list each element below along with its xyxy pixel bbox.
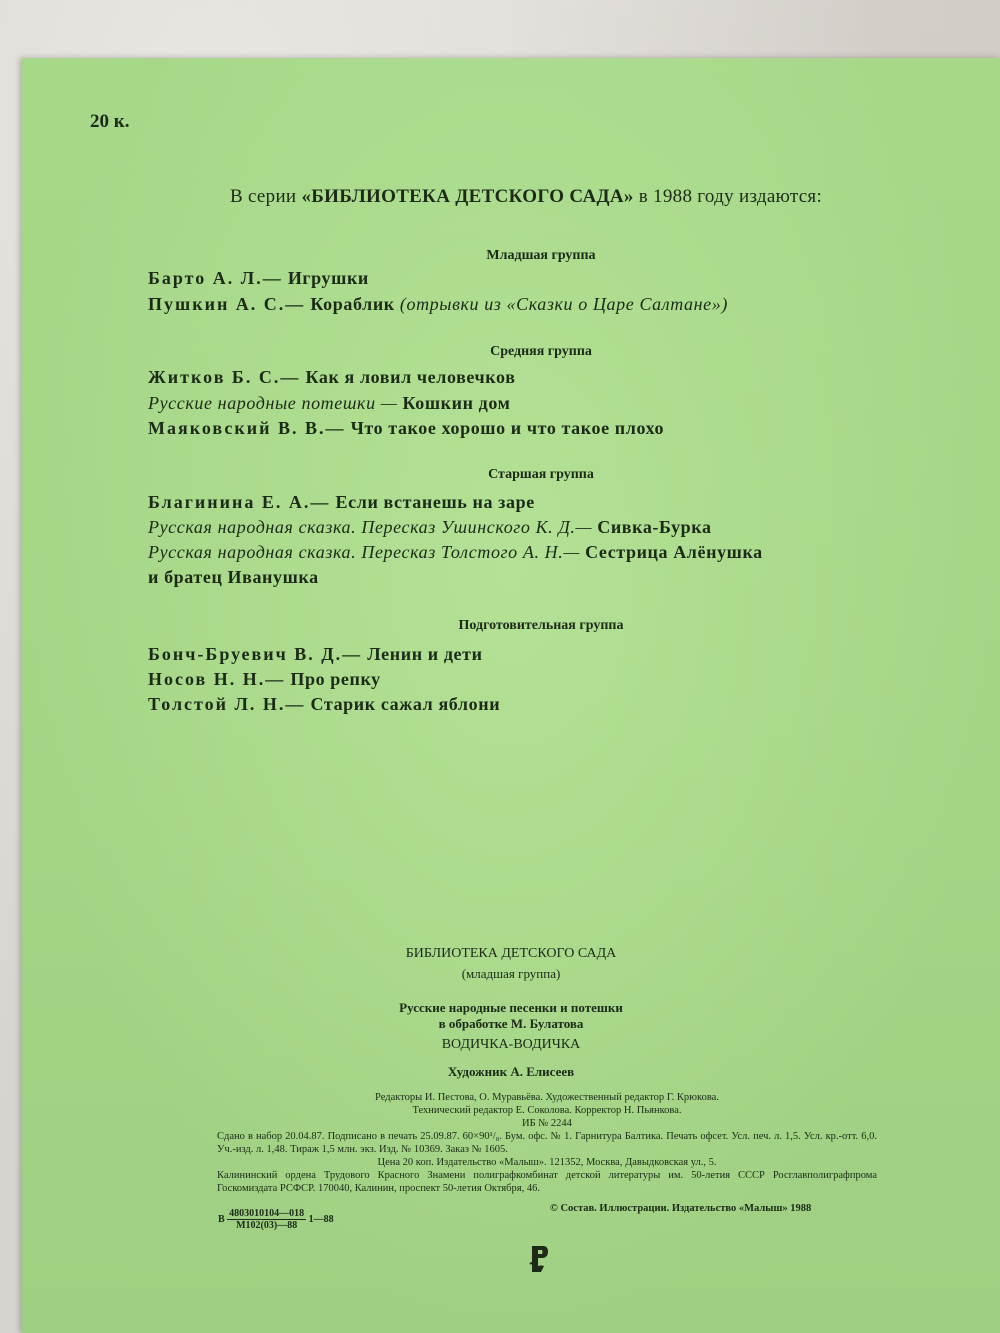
book-item	[148, 268, 369, 289]
imprint-editors-1: Редакторы И. Пестова, О. Муравьёва. Художественный редактор Г. Крюкова.	[375, 1092, 719, 1103]
book-item	[148, 567, 319, 588]
book-item	[148, 517, 712, 538]
book-item	[148, 367, 516, 388]
imprint-ib: ИБ № 2244	[522, 1118, 572, 1129]
book-author: Толстой Л. Н.—	[148, 694, 306, 714]
book-title: Кораблик	[310, 294, 395, 314]
book-title: Кошкин дом	[402, 393, 511, 413]
imprint-title-line1: Русские народные песенки и потешки	[399, 1000, 623, 1015]
code-suffix: 1—88	[308, 1213, 334, 1225]
code-denominator: М102(03)—88	[236, 1220, 298, 1231]
series-suffix: в 1988 году издаются:	[638, 186, 823, 207]
group-title-preparatory: Подготовительная группа	[458, 618, 624, 633]
imprint-editors-2: Технический редактор Е. Соколова. Корректор Н. Пьянкова.	[412, 1105, 682, 1116]
book-item	[148, 294, 728, 315]
book-source: Русская народная сказка. Пересказ Ушинского К. Д.—	[148, 517, 593, 537]
imprint-book-title: ВОДИЧКА-ВОДИЧКА	[441, 1037, 581, 1052]
book-title: и братец Иванушка	[148, 567, 319, 587]
imprint-price-line: Цена 20 коп. Издательство «Малыш». 121352, Москва, Давыдковская ул., 5.	[377, 1157, 717, 1168]
book-item	[148, 542, 763, 563]
book-item	[148, 694, 500, 715]
book-item	[148, 418, 664, 439]
catalog-code	[218, 1208, 334, 1231]
code-prefix: В	[218, 1213, 225, 1225]
group-title-middle: Средняя группа	[490, 344, 592, 359]
book-author: Житков Б. С.—	[148, 367, 301, 387]
group-title-senior: Старшая группа	[488, 467, 594, 482]
book-author: Пушкин А. С.—	[148, 294, 306, 314]
book-source: Русские народные потешки —	[148, 393, 398, 413]
book-note: (отрывки из «Сказки о Царе Салтане»)	[399, 294, 728, 314]
book-author: Бонч-Бруевич В. Д.—	[148, 644, 363, 664]
book-item	[148, 492, 535, 513]
book-item	[148, 393, 511, 414]
copyright-notice: © Состав. Иллюстрации. Издательство «Малыш» 1988	[550, 1203, 812, 1214]
book-author: Благинина Е. А.—	[148, 492, 331, 512]
book-title: Ленин и дети	[367, 644, 483, 664]
series-name: «БИБЛИОТЕКА ДЕТСКОГО САДА»	[301, 186, 634, 207]
book-title: Как я ловил человечков	[305, 367, 516, 387]
book-title: Если встанешь на заре	[335, 492, 535, 512]
book-author: Маяковский В. В.—	[148, 418, 346, 438]
book-title: Игрушки	[287, 268, 369, 288]
price-label: 20 к.	[90, 111, 130, 132]
imprint-artist: Художник А. Елисеев	[447, 1064, 575, 1079]
series-prefix: В серии	[229, 186, 297, 207]
code-numerator: 4803010104—018	[229, 1208, 305, 1219]
series-header	[22, 186, 1000, 208]
book-author: Носов Н. Н.—	[148, 669, 286, 689]
book-title: Сестрица Алёнушка	[585, 542, 763, 562]
imprint-printer: Калининский ордена Трудового Красного Знамени полиграфкомбинат детской литературы им. 50-летия СССР Росглавполиграфпрома Госкомиздата РСФСР. 170040, Калинин, проспект 50-летия Октября, 46.	[217, 1170, 877, 1194]
book-source: Русская народная сказка. Пересказ Толстого А. Н.—	[148, 542, 580, 562]
group-title-junior: Младшая группа	[486, 248, 596, 263]
publisher-logo-icon	[527, 1242, 551, 1274]
book-back-cover	[22, 58, 1000, 1333]
book-author: Барто А. Л.—	[148, 268, 283, 288]
book-title: Что такое хорошо и что такое плохо	[350, 418, 665, 438]
book-item	[148, 669, 381, 690]
book-title: Старик сажал яблони	[310, 694, 501, 714]
imprint-title-line2: в обработке М. Булатова	[438, 1016, 584, 1031]
imprint-group: (младшая группа)	[461, 966, 561, 981]
book-title: Про репку	[290, 669, 381, 689]
code-fraction	[227, 1208, 306, 1231]
book-title: Сивка-Бурка	[597, 517, 712, 537]
imprint-series: БИБЛИОТЕКА ДЕТСКОГО САДА	[405, 946, 617, 961]
book-item	[148, 644, 483, 665]
imprint-details: Сдано в набор 20.04.87. Подписано в печать 25.09.87. 60×90¹/₈. Бум. офс. № 1. Гарнитура Балтика. Печать офсет. Усл. печ. л. 1,5. Усл. кр.-отт. 6,0. Уч.-изд. л. 1,48. Тираж 1,5 млн. экз. Изд. № 10369. Заказ № 1605.	[217, 1131, 877, 1155]
